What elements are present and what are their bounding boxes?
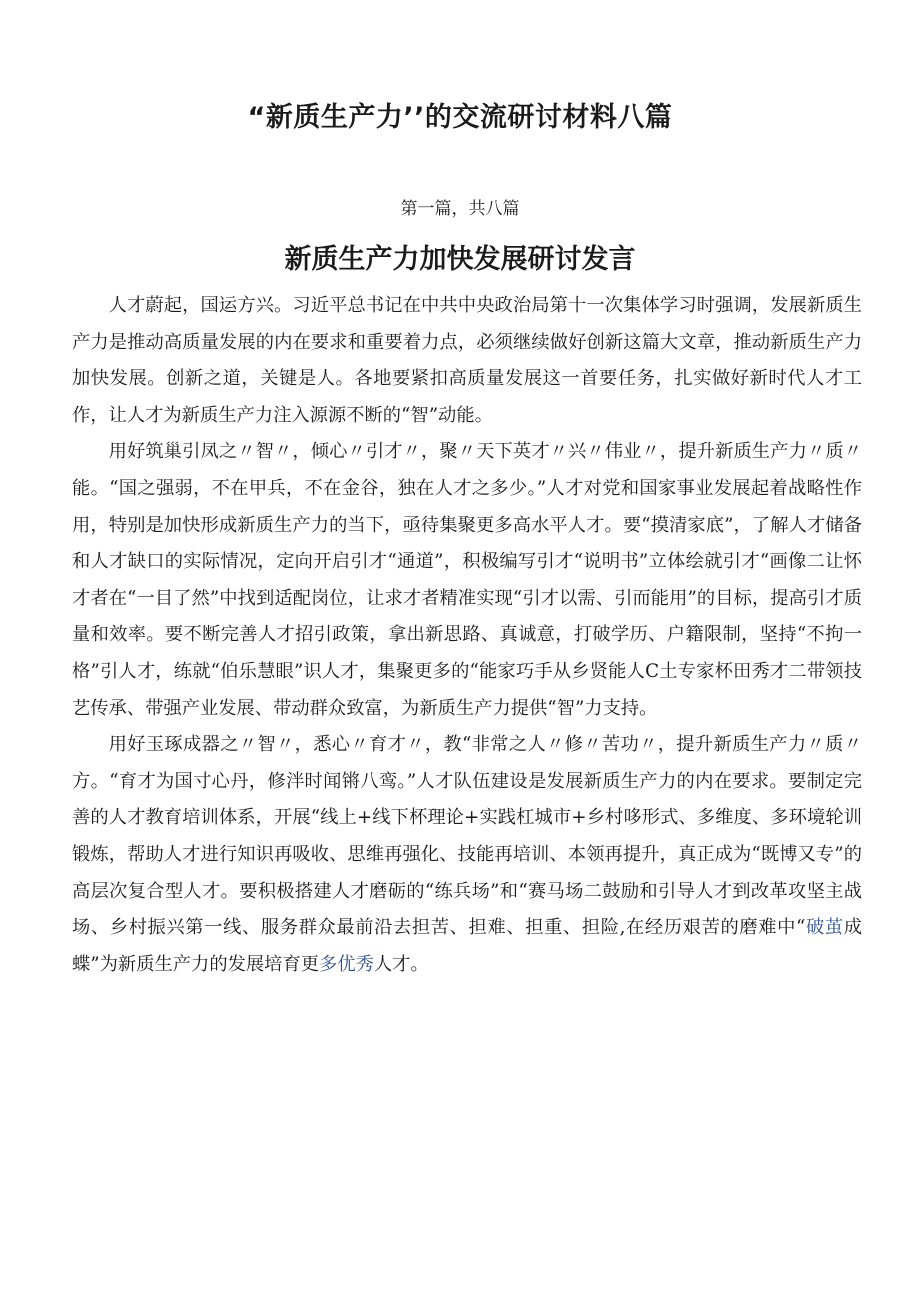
highlighted-text-2: 多优秀 <box>319 953 374 975</box>
paragraph-1: 人才蔚起，国运方兴。习近平总书记在中共中央政治局第十一次集体学习时强调，发展新质生产力是推动高质量发展的内在要求和重要着力点，必须继续做好创新这篇大文章，推动新质生产力加快发展。创新之道，关键是人。各地要紧扣高质量发展这一首要任务，扎实做好新时代人才工作，让人才为新质生产力注入源源不断的“智”动能。 <box>72 295 862 426</box>
paragraph-3-mid: 成蝶”为新质生产力的发展培育更 <box>72 917 863 975</box>
paragraph-3-main: 用好玉琢成器之〃智〃，悉心〃育才〃，教“非常之人〃修〃苦功〃，提升新质生产力〃质〃方。“育才为国寸心丹，修泮时闻锵八鸾。”人才队伍建设是发展新质生产力的内在要求。要制定完善的人才教育培训体系，开展“线上+线下杯理论+实践杠城市+乡村哆形式、多维度、多环境轮训锻炼，帮助人才进行知识再吸收、思维再强化、技能再培训、本领再提升，真正成为“既博又专”的高层次复合型人才。要积极搭建人才磨砺的“练兵场”和“赛马场二鼓励和引导人才到改革攻坚主战场、乡村振兴第一线、服务群众最前沿去担苦、担难、担重、担险,在经历艰苦的磨难中“ <box>72 734 862 939</box>
highlighted-text-1: 破茧 <box>805 917 844 939</box>
section-title: 新质生产力加快发展研讨发言 <box>284 244 636 275</box>
part-label: 第一篇，共八篇 <box>400 199 520 219</box>
paragraph-3 <box>72 727 862 983</box>
document-title: “新质生产力’’的交流研讨材料八篇 <box>247 102 673 133</box>
document-body <box>72 288 862 983</box>
paragraph-3-end: 人才。 <box>373 953 429 975</box>
paragraph-2: 用好筑巢引凤之〃智〃，倾心〃引才〃，聚〃天下英才〃兴〃伟业〃，提升新质生产力〃质〃能。“国之强弱，不在甲兵，不在金谷，独在人才之多少。”人才对党和国家事业发展起着战略性作用，特别是加快形成新质生产力的当下，亟待集聚更多高水平人才。要“摸清家底”，了解人才储备和人才缺口的实际情况，定向开启引才“通道”，积极编写引才“说明书”立体绘就引才“画像二让怀才者在“一目了然”中找到适配岗位，让求才者精准实现“引才以需、引而能用”的目标，提高引才质量和效率。要不断完善人才招引政策，拿出新思路、真诚意，打破学历、户籍限制，坚持“不拘一格”引人才，练就“伯乐慧眼”识人才，集聚更多的“能家巧手从乡贤能人C土专家杯田秀才二带领技艺传承、带强产业发展、带动群众致富，为新质生产力提供“智”力支持。 <box>72 441 862 719</box>
